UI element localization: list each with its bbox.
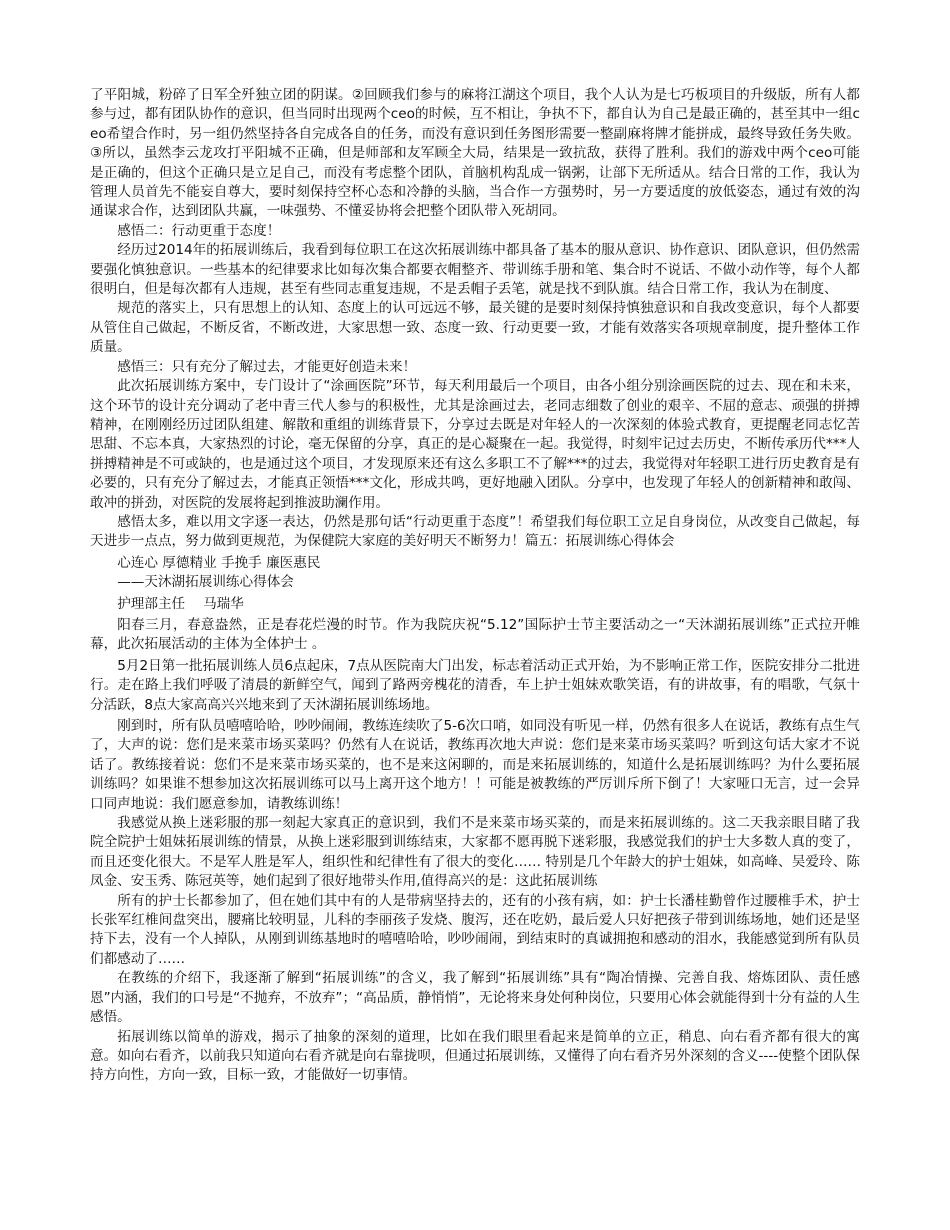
paragraph-insight-three: 此次拓展训练方案中，专门设计了“涂画医院”环节，每天利用最后一个项目，由各小组分别涂画医院的过去、现在和未来，这个环节的设计充分调动了老中青三代人参与的积极性，尤其是涂画过去，老同志细数了创业的艰辛、不屈的意志、顽强的拼搏精神，在刚刚经历过团队组建、解散和重组的训练背景下，分享过去既是对年轻人的一次深刻的体验式教育，更提醒老同志忆苦思甜、不忘本真，大家热烈的讨论，毫无保留的分享，真正的是心凝聚在一起。我觉得，时刻牢记过去历史，不断传承历代***人拼搏精神是不可或缺的，也是通过这个项目，才发现原来还有这么多职工不了解***的过去，我觉得对年轻职工进行历史教育是有必要的，只有充分了解过去，才能真正领悟***文化，形成共鸣，更好地融入团队。分享中，也发现了年轻人的创新精神和敢闯、敢冲的拼劲，对医院的发展将起到推波助澜作用。 bbox=[90, 378, 860, 511]
paragraph-feeling: 我感觉从换上迷彩服的那一刻起大家真正的意识到，我们不是来菜市场买菜的，而是来拓展训练的。这二天我亲眼目睹了我院全院护士姐妹拓展训练的情景，从换上迷彩服到训练结束，大家都不愿再脱下迷彩服，我感觉我们的护士大多数人真的变了，而且还变化很大。不是军人胜是军人，组织性和纪律性有了很大的变化…… 特别是几个年龄大的护士姐妹，如高峰、吴爱玲、陈凤金、安玉秀、陈冠英等，她们起到了很好地带头作用,值得高兴的是：这此拓展训练 bbox=[90, 815, 860, 890]
paragraph-head-nurses: 所有的护士长都参加了，但在她们其中有的人是带病坚持去的，还有的小孩有病，如：护士长潘桂勤曾作过腰椎手术，护士长张军红椎间盘突出，腰痛比较明显，儿科的李丽孩子发烧、腹泻，还在吃奶，最后爱人只好把孩子带到训练场地，她们还是坚持下去，没有一个人掉队，从刚到训练基地时的嘻嘻哈哈，吵吵闹闹，到结束时的真诚拥抱和感动的泪水，我能感觉到所有队员们都感动了…… bbox=[90, 892, 860, 967]
paragraph-insight-two-cont: 规范的落实上，只有思想上的认知、态度上的认可远远不够，最关键的是要时刻保持慎独意识和自我改变意识，每个人都要从管住自己做起，不断反省，不断改进，大家思想一致、态度一致、行动更要一致，才能有效落实各项规章制度，提升整体工作质量。 bbox=[90, 300, 860, 356]
paragraph-may-second: 5月2日第一批拓展训练人员6点起床，7点从医院南大门出发，标志着活动正式开始，为不影响正常工作，医院安排分二批进行。走在路上我们呼吸了清晨的新鲜空气，闻到了路两旁槐花的清香，车上护士姐妹欢歌笑语，有的讲故事，有的唱歌，气氛十分活跃，8点大家高高兴兴地来到了天沐湖拓展训练场地。 bbox=[90, 657, 860, 713]
article-author: 护理部主任 马瑞华 bbox=[117, 595, 244, 612]
article-subtitle: ——天沐湖拓展训练心得体会 bbox=[117, 574, 294, 591]
heading-insight-three: 感悟三：只有充分了解过去，才能更好创造未来！ bbox=[117, 358, 417, 375]
paragraph-meaning: 在教练的介绍下，我逐渐了解到“拓展训练”的含义，我了解到“拓展训练”具有“陶冶情操、完善自我、熔炼团队、责任感恩”内涵，我们的口号是“不抛弃，不放弃”；“高品质，静悄悄”，无论将来身处何种岗位，只要用心体会就能得到十分有益的人生感悟。 bbox=[90, 970, 860, 1026]
paragraph-insight-two: 经历过2014年的拓展训练后，我看到每位职工在这次拓展训练中都具备了基本的服从意识、协作意识、团队意识，但仍然需要强化慎独意识。一些基本的纪律要求比如每次集合都要衣帽整齐、带训练手册和笔、集合时不说话、不做小动作等，每个人都很明白，但是每次都有人违规，甚至有些同志重复违规，不是丢帽子丢笔，就是找不到队旗。结合日常工作，我认为在制度、 bbox=[90, 242, 860, 298]
paragraph-intro: 了平阳城，粉碎了日军全歼独立团的阴谋。②回顾我们参与的麻将江湖这个项目，我个人认为是七巧板项目的升级版，所有人都参与过，都有团队协作的意识，但当同时出现两个ceo的时候，互不相让，争执不下，都自认为自己是最正确的，甚至其中一组ceo希望合作时，另一组仍然坚持各自完成各自的任务，而没有意识到任务图形需要一整副麻将牌才能拼成，最终导致任务失败。③所以，虽然李云龙攻打平阳城不正确，但是师部和友军顾全大局，结果是一致抗敌，获得了胜利。我们的游戏中两个ceo可能是正确的，但这个正确只是立足自己，而没有考虑整个团队，首脑机构乱成一锅粥，让部下无所适从。结合日常的工作，我认为管理人员首先不能妄自尊大，要时刻保持空杯心态和冷静的头脑，当合作一方强势时，另一方要适度的放低姿态，通过有效的沟通谋求合作，达到团队共赢，一味强势、不懂妥协将会把整个团队带入死胡同。 bbox=[90, 87, 860, 220]
document-body bbox=[90, 86, 860, 1086]
article-title: 心连心 厚德精业 手挽手 廉医惠民 bbox=[117, 554, 321, 571]
paragraph-conclusion: 感悟太多，难以用文字逐一表达，仍然是那句话“行动更重于态度”！希望我们每位职工立足自身岗位，从改变自己做起，每天进步一点点，努力做到更规范，为保健院大家庭的美好明天不断努力！篇五：拓展训练心得体会 bbox=[90, 513, 860, 550]
paragraph-arrival: 刚到时，所有队员嘻嘻哈哈，吵吵闹闹，教练连续吹了5-6次口哨，如同没有听见一样，仍然有很多人在说话，教练有点生气了，大声的说：您们是来菜市场买菜吗？仍然有人在说话，教练再次地大声说：您们是来菜市场买菜吗？听到这句话大家才不说话了。教练接着说：您们不是来菜市场买菜的，也不是来这闲聊的，而是来拓展训练的，知道什么是拓展训练吗？为什么要拓展训练吗？如果谁不想参加这次拓展训练可以马上离开这个地方！！可能是被教练的严厉训斥所下倒了！大家哑口无言，过一会异口同声地说：我们愿意参加，请教练训练！ bbox=[90, 718, 860, 812]
paragraph-lesson: 拓展训练以简单的游戏，揭示了抽象的深刻的道理，比如在我们眼里看起来是简单的立正，稍息、向右看齐都有很大的寓意。如向右看齐，以前我只知道向右看齐就是向右靠拢呗，但通过拓展训练，又懂得了向右看齐另外深刻的含义----使整个团队保持方向性，方向一致，目标一致，才能做好一切事情。 bbox=[90, 1028, 860, 1084]
heading-insight-two: 感悟二：行动更重于态度！ bbox=[117, 222, 281, 239]
paragraph-spring: 阳春三月，春意盎然，正是春花烂漫的时节。作为我院庆祝“5.12”国际护士节主要活动之一“天沐湖拓展训练”正式拉开帷幕，此次拓展活动的主体为全体护士 。 bbox=[90, 616, 860, 653]
